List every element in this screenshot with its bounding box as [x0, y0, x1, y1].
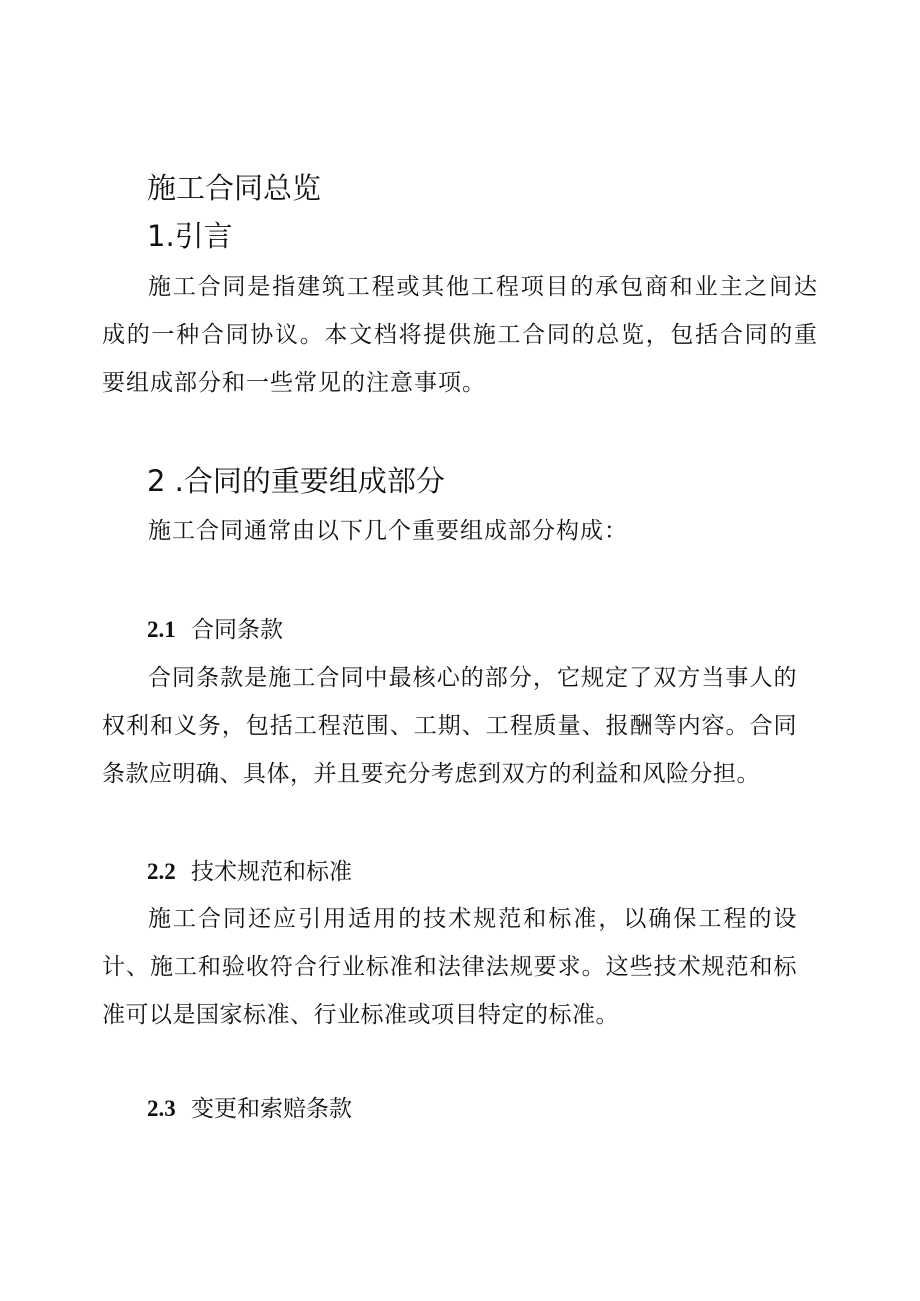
subsection-title: 变更和索赔条款: [191, 1096, 352, 1122]
intro-paragraph: 施工合同是指建筑工程或其他工程项目的承包商和业主之间达成的一种合同协议。本文档将提供施工合同的总览，包括合同的重要组成部分和一些常见的注意事项。: [102, 274, 818, 396]
subsection-heading-2-3: [147, 1093, 352, 1125]
section-heading-intro: 1.引言: [147, 219, 233, 253]
technical-standards-paragraph: 施工合同还应引用适用的技术规范和标准，以确保工程的设计、施工和验收符合行业标准和法律法规要求。这些技术规范和标准可以是国家标准、行业标准或项目特定的标准。: [102, 906, 797, 1028]
subsection-heading-2-2: [147, 856, 352, 888]
contract-clauses-paragraph: 合同条款是施工合同中最核心的部分，它规定了双方当事人的权利和义务，包括工程范围、工期、工程质量、报酬等内容。合同条款应明确、具体，并且要充分考虑到双方的利益和风险分担。: [102, 665, 797, 787]
components-paragraph: 施工合同通常由以下几个重要组成部分构成：: [148, 518, 628, 544]
document-title: 施工合同总览: [147, 171, 322, 205]
subsection-number: 2.2: [147, 859, 176, 884]
subsection-title: 合同条款: [191, 617, 283, 643]
section-heading-components: 2 .合同的重要组成部分: [147, 464, 445, 498]
subsection-number: 2.3: [147, 1096, 176, 1121]
subsection-number: 2.1: [147, 617, 176, 642]
subsection-heading-2-1: [147, 614, 283, 646]
subsection-title: 技术规范和标准: [191, 859, 352, 885]
